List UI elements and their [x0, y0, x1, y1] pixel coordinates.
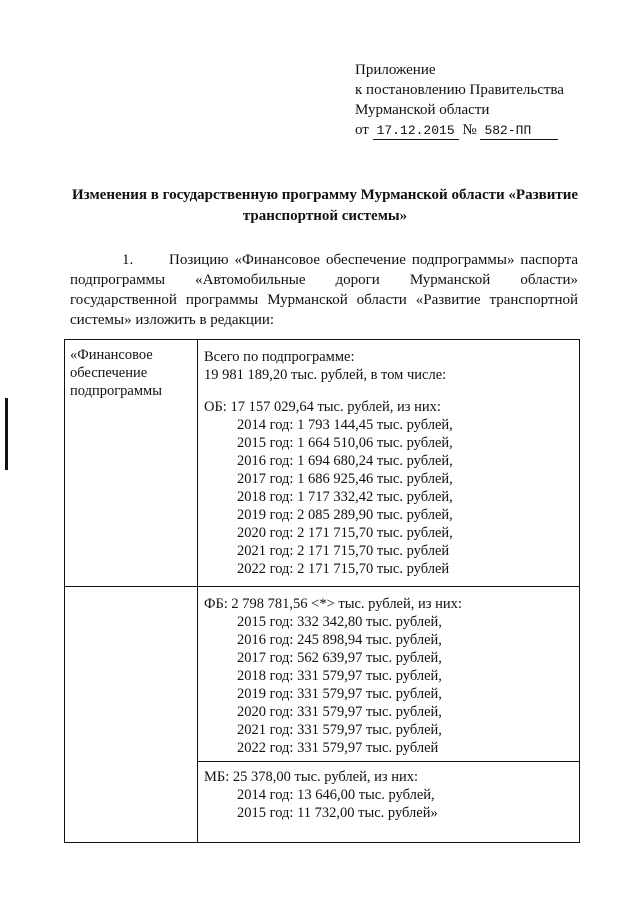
mb-heading: МБ: 25 378,00 тыс. рублей, из них:: [204, 769, 418, 785]
list-item: 2020 год: 2 171 715,70 тыс. рублей,: [237, 525, 453, 541]
mb-year-list: [204, 786, 573, 836]
table-row: [65, 340, 580, 587]
list-item: 2019 год: 2 085 289,90 тыс. рублей,: [237, 507, 453, 523]
list-item: 2014 год: 13 646,00 тыс. рублей,: [237, 787, 435, 803]
table-row: [65, 587, 580, 843]
document-title: [70, 185, 580, 227]
list-item: 2021 год: 2 171 715,70 тыс. рублей: [237, 543, 450, 559]
instruction-paragraph: [70, 250, 578, 330]
paragraph-line-4: системы» изложить в редакции:: [70, 312, 275, 328]
fb-heading: ФБ: 2 798 781,56 <*> тыс. рублей, из них:: [204, 596, 462, 612]
total-value: 19 981 189,20 тыс. рублей, в том числе:: [204, 367, 447, 383]
ob-heading: ОБ: 17 157 029,64 тыс. рублей, из них:: [204, 399, 441, 415]
resolution-number: 582-ПП: [480, 123, 558, 140]
annex-title: Приложение: [355, 62, 436, 78]
total-ob-cell: [198, 340, 580, 587]
list-item: 2018 год: 1 717 332,42 тыс. рублей,: [237, 489, 453, 505]
title-line-2: транспортной системы»: [242, 208, 408, 224]
label-line-1: «Финансовое: [70, 347, 153, 363]
list-item: 2016 год: 1 694 680,24 тыс. рублей,: [237, 453, 453, 469]
list-item: 2019 год: 331 579,97 тыс. рублей,: [237, 686, 442, 702]
list-item: 2015 год: 332 342,80 тыс. рублей,: [237, 614, 442, 630]
mb-section: [198, 761, 579, 842]
paragraph-line-2: подпрограммы «Автомобильные дороги Мурманской области»: [70, 272, 578, 288]
list-item: 2022 год: 2 171 715,70 тыс. рублей: [237, 561, 450, 577]
total-heading: Всего по подпрограмме:: [204, 349, 355, 365]
label-line-2: обеспечение: [70, 365, 148, 381]
annex-resolution-line: к постановлению Правительства: [355, 82, 564, 98]
financing-table: [64, 339, 580, 843]
title-line-1: Изменения в государственную программу Мурманской области «Развитие: [71, 187, 579, 203]
list-item: 2017 год: 562 639,97 тыс. рублей,: [237, 650, 442, 666]
list-item: 2015 год: 11 732,00 тыс. рублей»: [237, 805, 438, 821]
fb-year-list: [204, 613, 573, 757]
annex-date-line: [355, 120, 564, 140]
number-prefix: №: [462, 122, 477, 138]
list-item: 2021 год: 331 579,97 тыс. рублей,: [237, 722, 442, 738]
list-item: 2014 год: 1 793 144,45 тыс. рублей,: [237, 417, 453, 433]
paragraph-line-3: государственной программы Мурманской области «Развитие транспортной: [70, 292, 578, 308]
list-item: 2015 год: 1 664 510,06 тыс. рублей,: [237, 435, 453, 451]
list-item: 2016 год: 245 898,94 тыс. рублей,: [237, 632, 442, 648]
paragraph-line-1: 1. Позицию «Финансовое обеспечение подпрограммы» паспорта: [122, 252, 578, 268]
annex-header: [355, 60, 564, 140]
list-item: 2020 год: 331 579,97 тыс. рублей,: [237, 704, 442, 720]
label-cell: [65, 340, 198, 587]
ob-year-list: [204, 416, 573, 578]
spacer: [204, 384, 573, 398]
empty-label-cell: [65, 587, 198, 843]
list-item: 2018 год: 331 579,97 тыс. рублей,: [237, 668, 442, 684]
annex-region-line: Мурманской области: [355, 102, 490, 118]
list-item: 2022 год: 331 579,97 тыс. рублей: [237, 740, 439, 756]
fb-mb-cell: [198, 587, 580, 843]
list-item: 2017 год: 1 686 925,46 тыс. рублей,: [237, 471, 453, 487]
date-prefix: от: [355, 122, 369, 138]
resolution-date: 17.12.2015: [373, 123, 459, 140]
scan-margin-mark: [5, 398, 8, 470]
label-line-3: подпрограммы: [70, 383, 162, 399]
